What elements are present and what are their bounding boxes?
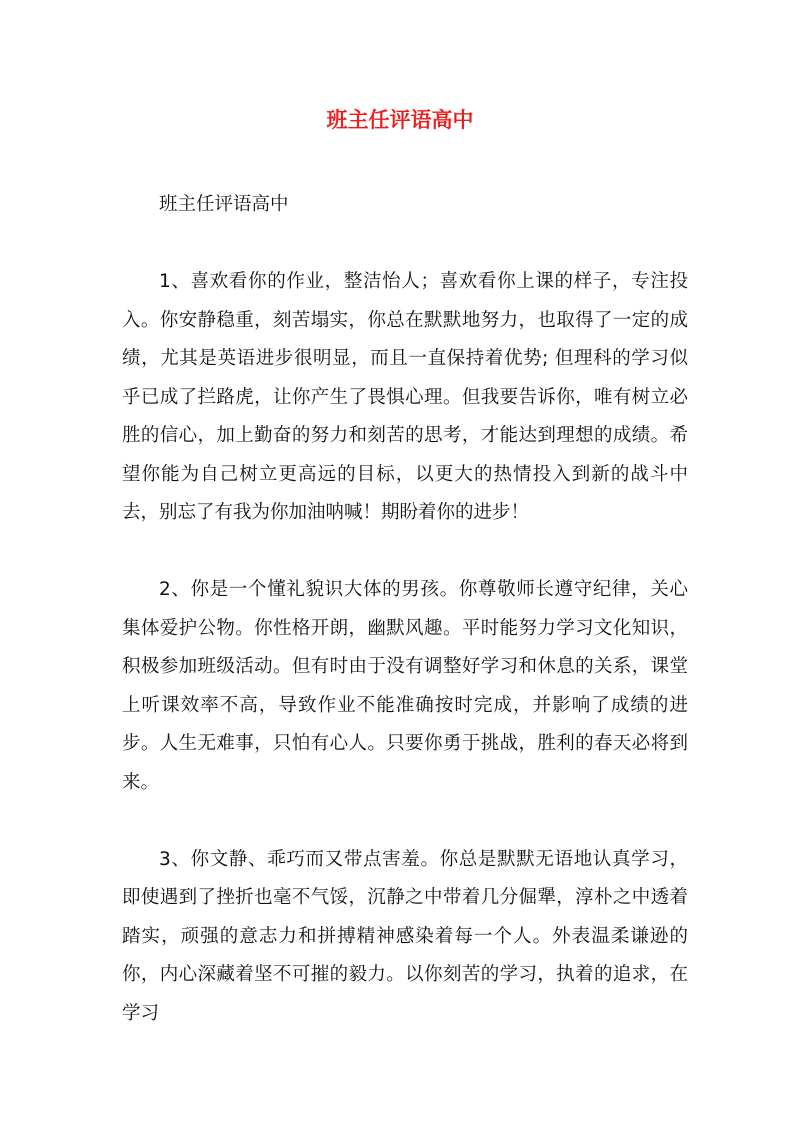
document-title: 班主任评语高中 [326,108,474,132]
paragraph-2: 2、你是一个懂礼貌识大体的男孩。你尊敬师长遵守纪律，关心集体爱护公物。你性格开朗，幽默风趣。平时能努力学习文化知识，积极参加班级活动。但有时由于没有调整好学习和休息的关系，课堂上听课效率不高，导致作业不能准确按时完成，并影响了成绩的进步。人生无难事，只怕有心人。只要你勇于挑战，胜利的春天必将到来。 [122,579,688,793]
paragraph-1: 1、喜欢看你的作业，整洁怡人；喜欢看你上课的样子，专注投入。你安静稳重，刻苦塌实，你总在默默地努力，也取得了一定的成绩，尤其是英语进步很明显，而且一直保持着优势; 但理科的学习似乎已成了拦路虎，让你产生了畏惧心理。但我要告诉你，唯有树立必胜的信心，加上勤奋的努力和刻苦的思考，才能达到理想的成绩。希望你能为自己树立更高远的目标，以更大的热情投入到新的战斗中去，别忘了有我为你加油呐喊！期盼着你的进步！ [122,271,688,523]
document-body [122,186,688,1072]
document-subtitle: 班主任评语高中 [159,194,289,215]
paragraph-3: 3、你文静、乖巧而又带点害羞。你总是默默无语地认真学习，即使遇到了挫折也毫不气馁，沉静之中带着几分倔犟，淳朴之中透着踏实，顽强的意志力和拼搏精神感染着每一个人。外表温柔谦逊的你，内心深藏着坚不可摧的毅力。以你刻苦的学习，执着的追求，在学习 [122,848,688,1024]
